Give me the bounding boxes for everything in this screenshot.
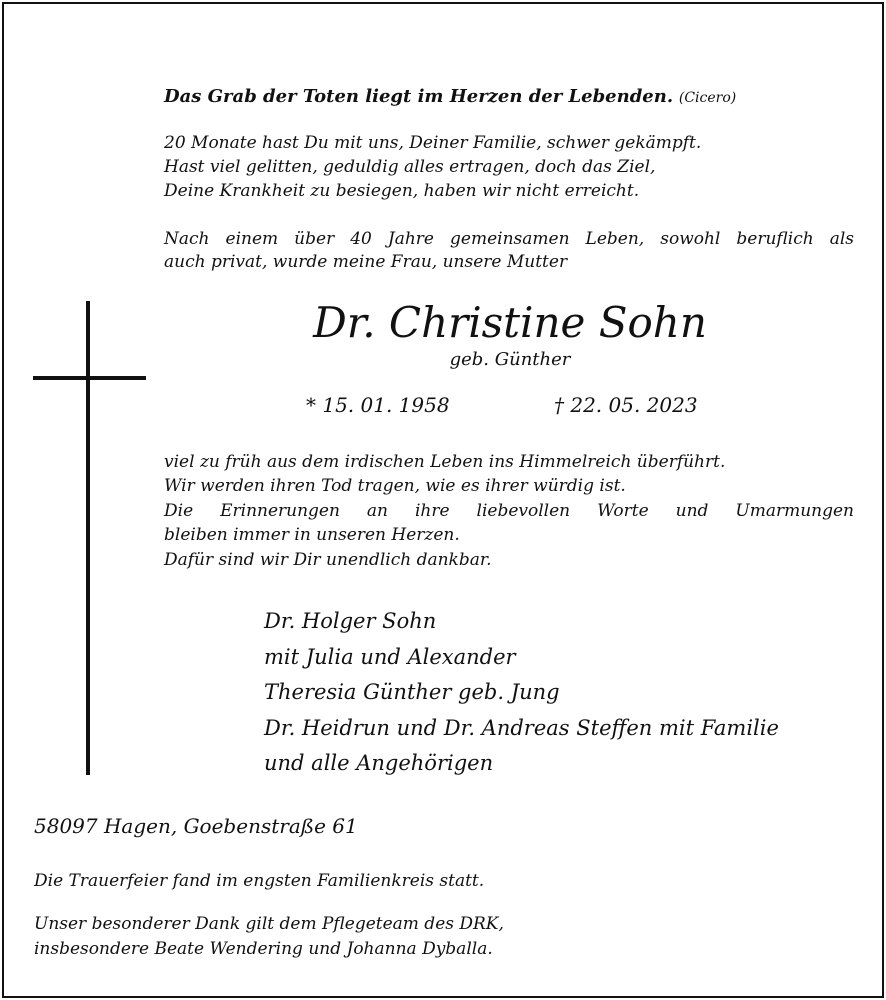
text-line: Nach einem über 40 Jahre gemeinsamen Leben, sowohl beruflich als (164, 229, 854, 249)
mourner-entry: mit Julia und Alexander (264, 644, 516, 669)
thanks-note (34, 912, 504, 962)
text-line: auch privat, wurde meine Frau, unsere Mutter (164, 252, 568, 272)
text-line: viel zu früh aus dem irdischen Leben ins Himmelreich überführt. (164, 452, 726, 472)
mourners-list (264, 604, 779, 782)
mourner-entry: Dr. Holger Sohn (264, 609, 437, 633)
text-line: Hast viel gelitten, geduldig alles ertragen, doch das Ziel, (164, 157, 656, 177)
mourner-entry: Theresia Günther geb. Jung (264, 680, 560, 704)
paragraph-struggle (164, 131, 701, 203)
family-address: 58097 Hagen, Goebenstraße 61 (34, 814, 358, 838)
motto-quote: Das Grab der Toten liegt im Herzen der Lebenden. (164, 86, 674, 107)
text-line: Dafür sind wir Dir unendlich dankbar. (164, 549, 492, 570)
birth-date: * 15. 01. 1958 (306, 393, 450, 417)
deceased-name: Dr. Christine Sohn (313, 298, 707, 347)
paragraph-farewell (164, 450, 854, 572)
text-line: Die Erinnerungen an ihre liebevollen Worte und Umarmungen (164, 500, 854, 521)
motto (164, 86, 736, 107)
text-line: Wir werden ihren Tod tragen, wie es ihrer würdig ist. (164, 476, 626, 497)
text-line: Unser besonderer Dank gilt dem Pflegeteam des DRK, (34, 914, 504, 934)
maiden-name: geb. Günther (449, 349, 571, 370)
text-line: insbesondere Beate Wendering und Johanna Dyballa. (34, 939, 493, 959)
text-line: Deine Krankheit zu besiegen, haben wir nicht erreicht. (164, 181, 640, 201)
mourner-entry: und alle Angehörigen (264, 751, 494, 775)
ceremony-note: Die Trauerfeier fand im engsten Familienkreis statt. (34, 871, 485, 891)
paragraph-intro (164, 228, 854, 274)
cross-vertical-bar (86, 301, 90, 775)
text-line: 20 Monate hast Du mit uns, Deiner Familie, schwer gekämpft. (164, 133, 702, 153)
mourner-entry: Dr. Heidrun und Dr. Andreas Steffen mit Familie (264, 715, 779, 740)
death-date: † 22. 05. 2023 (554, 393, 698, 417)
motto-author: (Cicero) (678, 90, 737, 106)
text-line: bleiben immer in unseren Herzen. (164, 525, 460, 546)
cross-horizontal-bar (33, 376, 146, 380)
